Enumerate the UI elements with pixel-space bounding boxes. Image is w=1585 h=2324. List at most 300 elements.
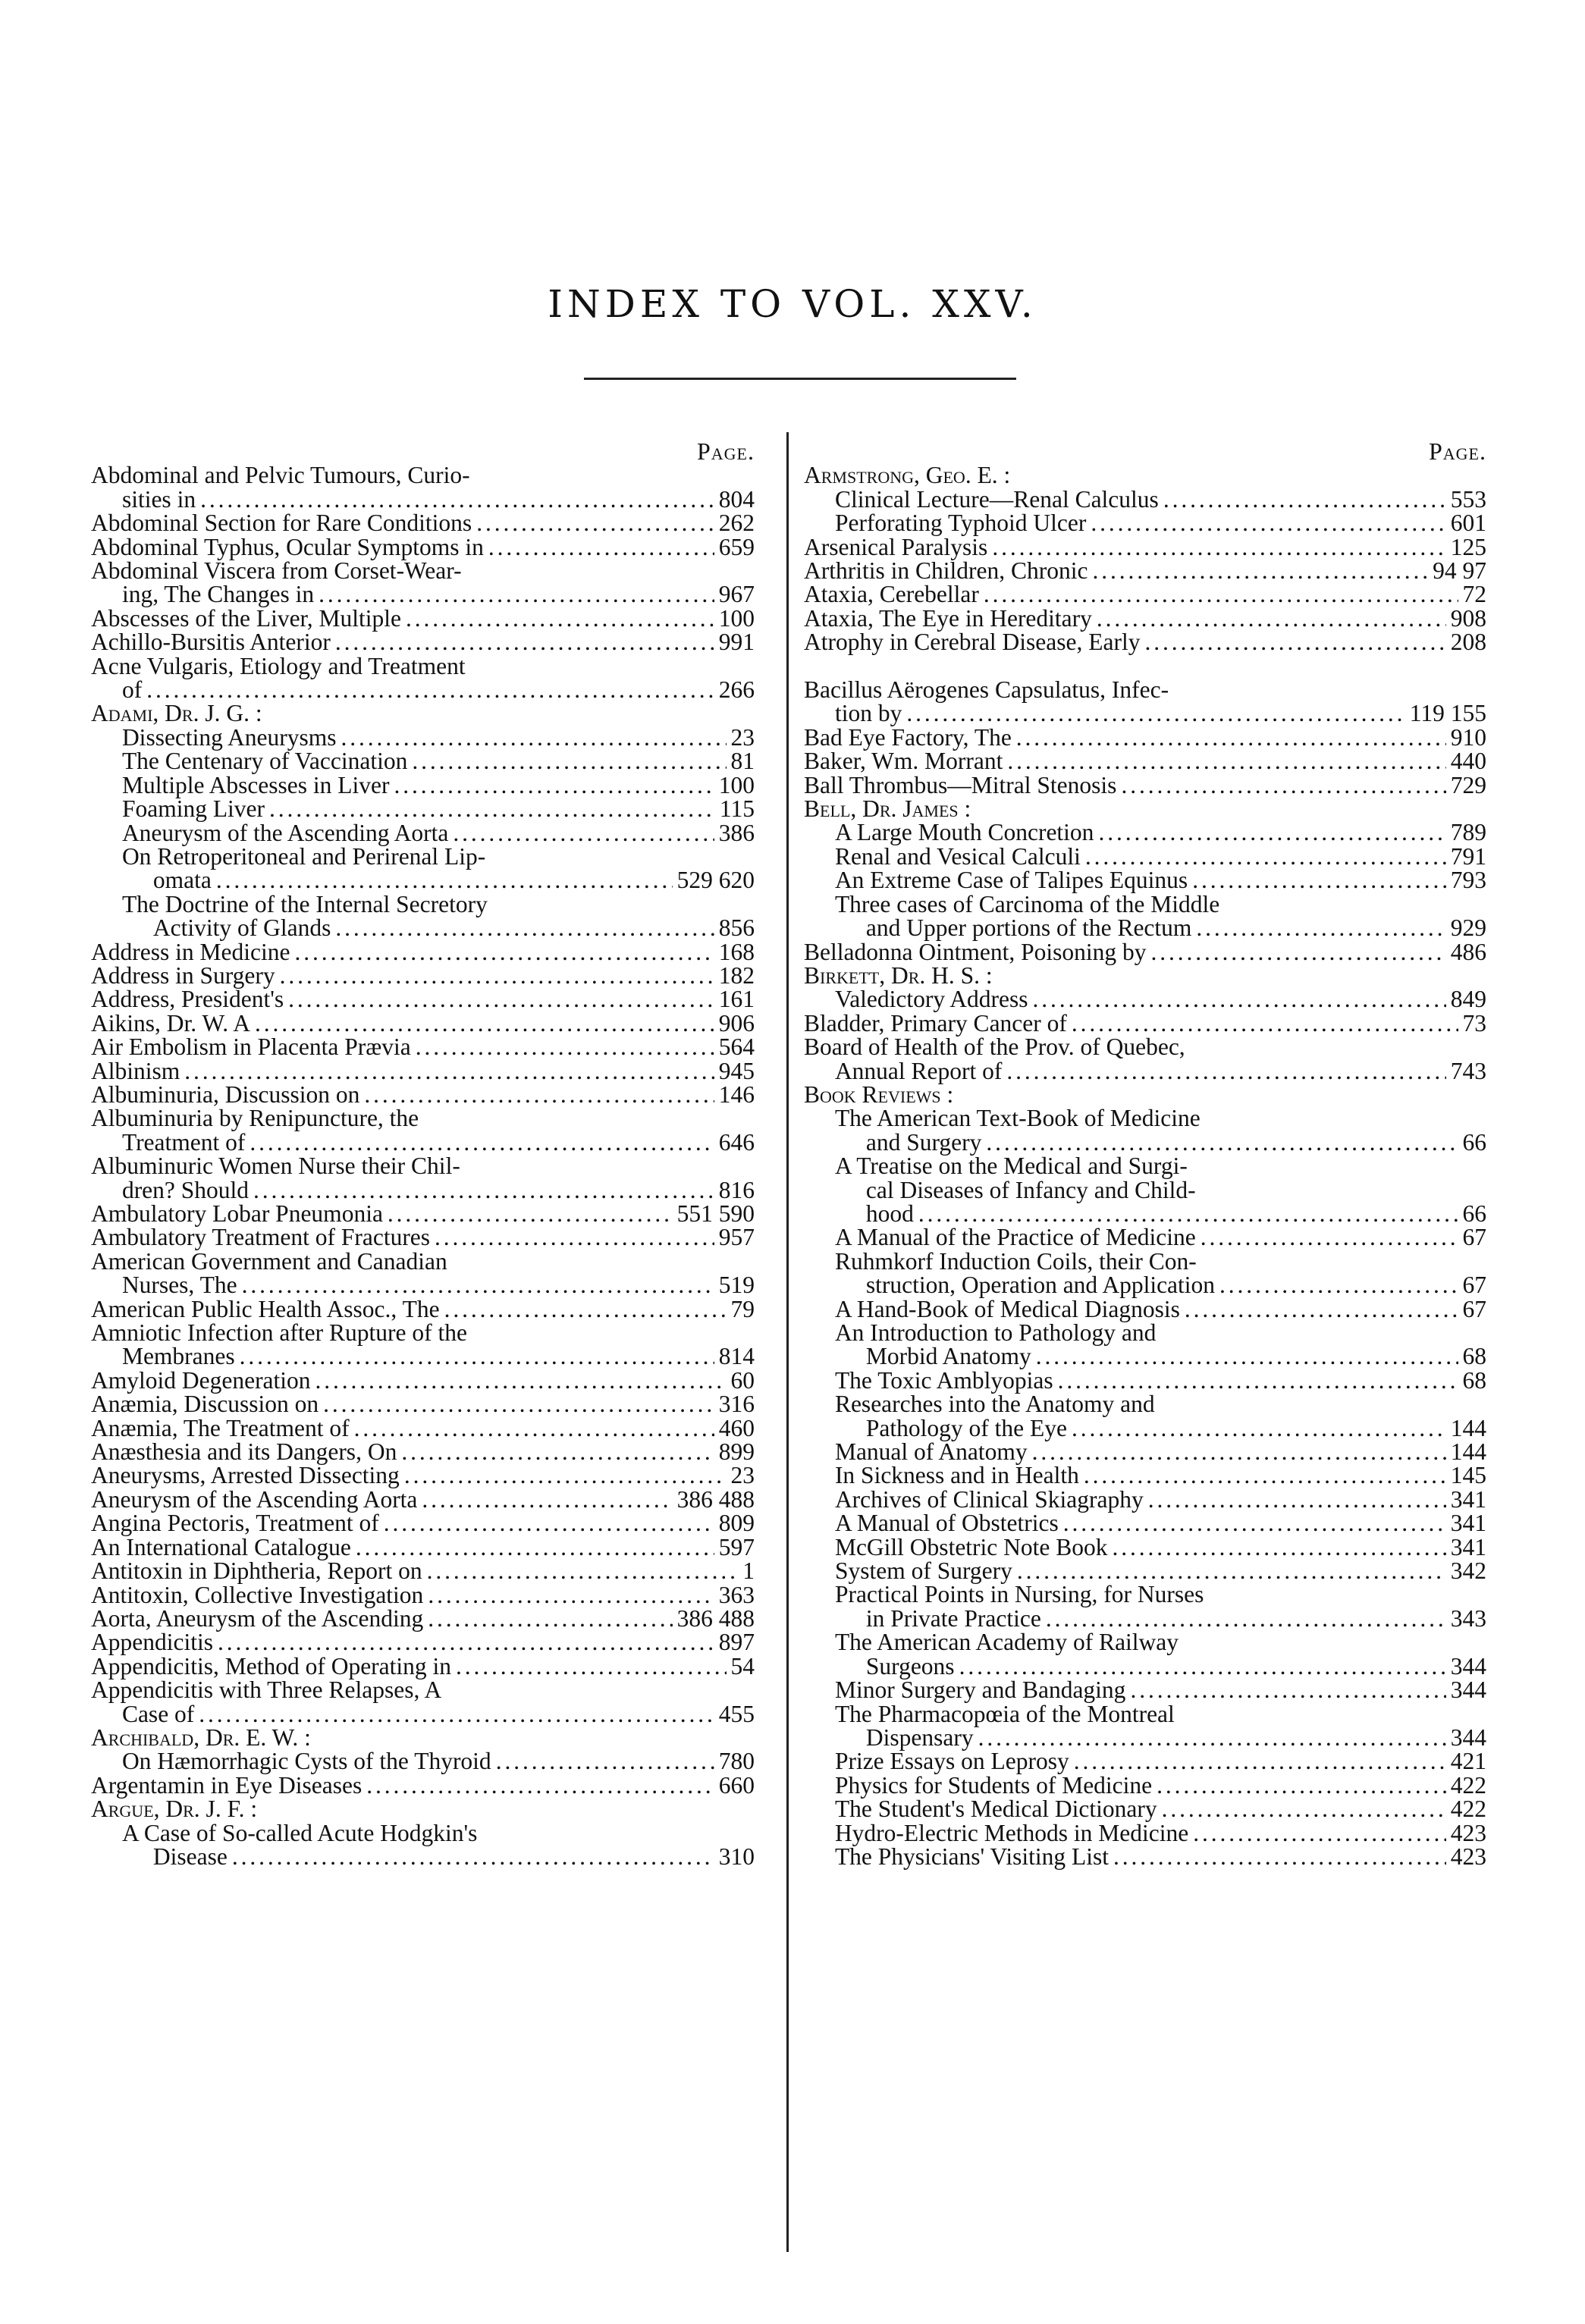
entry-page-number: 119 155 (1409, 700, 1486, 727)
entry-text: Archives of Clinical Skiagraphy (834, 1485, 1144, 1513)
index-entry (91, 749, 755, 773)
index-entry (91, 1845, 755, 1868)
entry-text: Surgeons (865, 1652, 955, 1679)
column-divider (786, 432, 789, 2252)
dot-leader (356, 1535, 714, 1559)
entry-text: Ball Thrombus—Mitral Stenosis (804, 771, 1117, 798)
entry-page-number: 553 (1450, 485, 1486, 513)
index-column-right (804, 440, 1486, 1868)
dot-leader (422, 1488, 672, 1511)
entry-text: The Physicians' Visiting List (834, 1843, 1110, 1870)
dot-leader (1046, 1607, 1446, 1630)
dot-leader (240, 1344, 714, 1368)
entry-text: Abdominal Viscera from Corset-Wear- (91, 557, 462, 585)
index-entry (804, 1676, 1486, 1704)
entry-text: Abscesses of the Liver, Multiple (91, 604, 402, 632)
entry-page-number: 967 (718, 581, 755, 608)
dot-leader (401, 1440, 714, 1463)
index-entry (91, 1202, 755, 1225)
entry-page-number: 422 (1450, 1796, 1486, 1823)
entry-page-number: 386 488 (676, 1604, 755, 1632)
index-entry (804, 1011, 1486, 1035)
index-entry (804, 1297, 1486, 1321)
entry-page-number: 73 (1462, 1009, 1486, 1037)
entry-text: in Private Practice (865, 1604, 1041, 1632)
index-entry (804, 820, 1486, 844)
dot-leader (335, 916, 714, 939)
dot-leader (496, 1749, 714, 1773)
entry-text: Physics for Students of Medicine (834, 1771, 1153, 1799)
dot-leader (1201, 1225, 1458, 1249)
index-entry (804, 1319, 1486, 1347)
entry-text: The Pharmacopœia of the Montreal (834, 1700, 1175, 1727)
index-author-heading (804, 961, 1486, 989)
dot-leader (394, 773, 714, 797)
entry-text: Practical Points in Nursing, for Nurses (834, 1581, 1204, 1608)
dot-leader (1033, 987, 1446, 1011)
index-author-heading (804, 795, 1486, 823)
index-entry (91, 604, 755, 632)
index-entry (91, 1035, 755, 1059)
index-column-left (91, 440, 755, 1868)
index-entries (91, 463, 755, 1868)
index-entry (91, 1247, 755, 1275)
entry-text: Angina Pectoris, Treatment of (91, 1510, 379, 1537)
page-column-header: Page. (1428, 438, 1486, 465)
index-entry (804, 630, 1486, 654)
entry-text: Abdominal Section for Rare Conditions (91, 510, 472, 537)
entry-text: Albuminuria, Discussion on (91, 1080, 360, 1108)
entry-page-number: 564 (718, 1033, 755, 1061)
index-entry (804, 1463, 1486, 1487)
entry-page-number: 957 (718, 1224, 755, 1251)
dot-leader (1121, 773, 1445, 797)
entry-page-number: 519 (718, 1272, 755, 1299)
page-column-header: Page. (696, 438, 755, 465)
index-entry (804, 892, 1486, 916)
entry-text: Arthritis in Children, Chronic (804, 557, 1088, 585)
entry-text: Atrophy in Cerebral Disease, Early (804, 629, 1141, 656)
entry-page-number: 486 (1450, 938, 1486, 965)
dot-leader (323, 1392, 714, 1416)
dot-leader (906, 701, 1405, 725)
entry-text: Treatment of (121, 1128, 246, 1156)
index-entry (804, 868, 1486, 892)
entry-page-number: 743 (1450, 1057, 1486, 1084)
dot-leader (412, 749, 726, 773)
entry-page-number: 659 (718, 533, 755, 560)
index-entry (804, 723, 1486, 751)
dot-leader (1016, 726, 1446, 749)
dot-leader (1130, 1678, 1445, 1701)
index-entry (91, 1463, 755, 1487)
entry-text: Belladonna Ointment, Poisoning by (804, 938, 1147, 965)
entry-page-number: 182 (718, 961, 755, 989)
entry-text: sities in (121, 485, 196, 513)
index-entry (91, 1676, 755, 1704)
entry-page-number: 144 (1450, 1414, 1486, 1441)
index-entry (804, 1178, 1486, 1202)
index-entry (91, 1485, 755, 1513)
entry-text: Book Reviews : (804, 1080, 954, 1108)
entry-text: struction, Operation and Application (865, 1272, 1216, 1299)
dot-leader (986, 1131, 1458, 1154)
entry-page-number: 60 (730, 1366, 755, 1394)
entry-page-number: 341 (1450, 1485, 1486, 1513)
index-entry (91, 868, 755, 892)
entry-text: Air Embolism in Placenta Prævia (91, 1033, 411, 1061)
dot-leader (488, 535, 714, 559)
entry-text: Activity of Glands (152, 914, 331, 942)
entry-text: omata (152, 867, 212, 894)
index-entry (91, 1749, 755, 1773)
entry-text: A Hand-Book of Medical Diagnosis (834, 1295, 1180, 1322)
dot-leader (1148, 1488, 1446, 1511)
index-entry (91, 1771, 755, 1799)
dot-leader (319, 582, 714, 606)
entry-page-number: 115 (719, 795, 755, 823)
entry-text: An Introduction to Pathology and (834, 1319, 1157, 1347)
dot-leader (269, 797, 715, 820)
entry-page-number: 68 (1462, 1366, 1486, 1394)
entry-page-number: 23 (730, 723, 755, 751)
index-entry (91, 557, 755, 585)
dot-leader (1193, 1821, 1446, 1845)
index-entry (91, 1821, 755, 1845)
entry-page-number: 804 (718, 485, 755, 513)
entry-page-number: 991 (718, 629, 755, 656)
index-entry (804, 1366, 1486, 1394)
index-entry (91, 723, 755, 751)
entry-page-number: 910 (1450, 723, 1486, 751)
index-entry (91, 1604, 755, 1632)
dot-leader (199, 1702, 714, 1726)
index-entry (804, 1749, 1486, 1773)
entry-page-number: 310 (718, 1843, 755, 1870)
index-entry (91, 1273, 755, 1297)
index-entry (91, 511, 755, 535)
entry-page-number: 67 (1462, 1224, 1486, 1251)
entry-page-number: 597 (718, 1533, 755, 1560)
index-entry (91, 463, 755, 487)
entry-text: Address, President's (91, 986, 284, 1013)
entry-page-number: 161 (718, 986, 755, 1013)
index-entry (804, 1416, 1486, 1440)
entry-text: Adami, Dr. J. G. : (91, 700, 262, 727)
dot-leader (444, 1297, 727, 1321)
index-author-heading (804, 1080, 1486, 1108)
dot-leader (1063, 1511, 1446, 1535)
index-entry (91, 1106, 755, 1130)
entry-page-number: 342 (1450, 1557, 1486, 1585)
dot-leader (341, 726, 727, 749)
entry-text: Appendicitis with Three Relapses, A (91, 1676, 442, 1704)
entry-text: Antitoxin in Diphtheria, Report on (91, 1557, 422, 1585)
entry-page-number: 440 (1450, 748, 1486, 775)
index-entry (91, 821, 755, 845)
entry-text: Membranes (121, 1343, 235, 1370)
entry-text: Nurses, The (121, 1272, 237, 1299)
entry-text: Annual Report of (834, 1057, 1003, 1084)
index-entry (91, 1128, 755, 1156)
dot-leader (288, 987, 714, 1011)
entry-page-number: 455 (718, 1700, 755, 1727)
dot-leader (959, 1654, 1446, 1678)
dot-leader (1219, 1273, 1458, 1297)
index-entry (91, 582, 755, 606)
title-rule (584, 378, 1016, 380)
index-entry (804, 914, 1486, 942)
index-entry (91, 654, 755, 678)
entry-text: Pathology of the Eye (865, 1414, 1067, 1441)
index-entry (804, 1821, 1486, 1845)
entry-text: Baker, Wm. Morrant (804, 748, 1003, 775)
index-entry (804, 1654, 1486, 1678)
index-entry (804, 1438, 1486, 1466)
entry-page-number: 144 (1450, 1438, 1486, 1466)
index-entry (91, 940, 755, 964)
entry-page-number: 646 (718, 1128, 755, 1156)
entry-page-number: 100 (718, 771, 755, 798)
entry-text: Birkett, Dr. H. S. : (804, 961, 993, 989)
entry-page-number: 67 (1462, 1272, 1486, 1299)
entry-text: Albuminuric Women Nurse their Chil- (91, 1153, 460, 1180)
dot-leader (1085, 845, 1446, 868)
entry-page-number: 660 (718, 1771, 755, 1799)
entry-page-number: 793 (1450, 867, 1486, 894)
entry-page-number: 262 (718, 510, 755, 537)
entry-page-number: 266 (718, 676, 755, 704)
dot-leader (388, 1202, 673, 1225)
entry-text: An Extreme Case of Talipes Equinus (834, 867, 1188, 894)
entry-text: The American Text-Book of Medicine (834, 1105, 1201, 1132)
dot-leader (404, 1463, 727, 1487)
entry-text: Hydro-Electric Methods in Medicine (834, 1819, 1189, 1846)
entry-page-number: 344 (1450, 1723, 1486, 1751)
dot-leader (427, 1559, 739, 1582)
entry-page-number: 551 590 (676, 1200, 755, 1227)
index-entry (804, 940, 1486, 964)
entry-text: Aneurysms, Arrested Dissecting (91, 1462, 400, 1489)
index-entry (91, 773, 755, 797)
entry-text: American Public Health Assoc., The (91, 1295, 440, 1322)
entry-text: Dispensary (865, 1723, 974, 1751)
entry-text: Aneurysm of the Ascending Aorta (121, 819, 449, 846)
index-entry (91, 535, 755, 559)
entry-text: Acne Vulgaris, Etiology and Treatment (91, 652, 466, 679)
entry-page-number: 363 (718, 1581, 755, 1608)
entry-page-number: 789 (1450, 819, 1486, 846)
entry-text: Antitoxin, Collective Investigation (91, 1581, 424, 1608)
index-entry (804, 1845, 1486, 1868)
entry-text: McGill Obstetric Note Book (834, 1533, 1108, 1560)
index-entry (91, 1366, 755, 1394)
index-author-heading (91, 701, 755, 725)
entry-page-number: 423 (1450, 1843, 1486, 1870)
entry-page-number: 601 (1450, 510, 1486, 537)
entry-text: Appendicitis, Method of Operating in (91, 1652, 452, 1679)
dot-leader (335, 630, 714, 654)
index-entry (804, 604, 1486, 632)
entry-text: Anæsthesia and its Dangers, On (91, 1438, 397, 1466)
entry-text: of (121, 676, 143, 704)
index-entry (804, 1485, 1486, 1513)
entry-text: Ambulatory Lobar Pneumonia (91, 1200, 383, 1227)
index-entry (91, 676, 755, 704)
dot-leader (1091, 511, 1445, 535)
entry-text: Bad Eye Factory, The (804, 723, 1012, 751)
index-entry (804, 1630, 1486, 1654)
dot-leader (232, 1845, 714, 1868)
index-entry (804, 676, 1486, 704)
entry-text: Anæmia, Discussion on (91, 1391, 319, 1418)
entry-page-number: 780 (718, 1748, 755, 1775)
entry-page-number: 68 (1462, 1343, 1486, 1370)
entry-text: The Centenary of Vaccination (121, 748, 408, 775)
entry-text: A Large Mouth Concretion (834, 819, 1094, 846)
index-entry (91, 961, 755, 989)
index-entry (804, 1723, 1486, 1751)
index-entry (91, 1011, 755, 1035)
entry-text: Case of (121, 1700, 195, 1727)
entry-text: System of Surgery (834, 1557, 1012, 1585)
entry-text: Aikins, Dr. W. A (91, 1009, 251, 1037)
index-entry (804, 1511, 1486, 1535)
entry-page-number: 856 (718, 914, 755, 942)
dot-leader (453, 821, 714, 845)
entry-page-number: 729 (1450, 771, 1486, 798)
index-entry (804, 1225, 1486, 1249)
index-entry (91, 630, 755, 654)
index-entry (91, 1344, 755, 1368)
entry-page-number: 386 488 (676, 1485, 755, 1513)
dot-leader (1192, 868, 1446, 892)
index-entry (804, 1557, 1486, 1585)
index-author-heading (91, 1797, 755, 1821)
index-entry (804, 535, 1486, 559)
entry-text: Aneurysm of the Ascending Aorta (91, 1485, 418, 1513)
entry-page-number: 849 (1450, 986, 1486, 1013)
dot-leader (1007, 749, 1445, 773)
entry-text: Abdominal and Pelvic Tumours, Curio- (91, 462, 470, 489)
entry-page-number: 791 (1450, 842, 1486, 870)
dot-leader (366, 1774, 714, 1797)
index-entry (804, 1273, 1486, 1297)
entry-page-number: 908 (1450, 604, 1486, 632)
entry-page-number: 1 (742, 1557, 755, 1585)
entry-text: The American Academy of Railway (834, 1629, 1179, 1656)
entry-text: A Manual of the Practice of Medicine (834, 1224, 1196, 1251)
index-entry (91, 987, 755, 1011)
entry-page-number: 423 (1450, 1819, 1486, 1846)
entry-text: Renal and Vesical Calculi (834, 842, 1081, 870)
dot-leader (384, 1511, 714, 1535)
entry-page-number: 344 (1450, 1652, 1486, 1679)
index-entry (804, 582, 1486, 606)
entry-text: Dissecting Aneurysms (121, 723, 337, 751)
entry-text: Appendicitis (91, 1629, 213, 1656)
dot-leader (1157, 1774, 1446, 1797)
entry-text: Valedictory Address (834, 986, 1028, 1013)
entry-text: A Case of So-called Acute Hodgkin's (121, 1819, 478, 1846)
entry-page-number: 344 (1450, 1676, 1486, 1704)
index-entry (804, 1535, 1486, 1559)
entry-page-number: 906 (718, 1009, 755, 1037)
entry-text: Ataxia, The Eye in Hereditary (804, 604, 1092, 632)
entry-page-number: 341 (1450, 1510, 1486, 1537)
entry-text: Bell, Dr. James : (804, 795, 971, 823)
entry-text: Amniotic Infection after Rupture of the (91, 1319, 467, 1347)
index-entry (91, 1511, 755, 1535)
index-entry (91, 1392, 755, 1416)
entry-page-number: 945 (718, 1057, 755, 1084)
entry-text: Three cases of Carcinoma of the Middle (834, 890, 1220, 917)
index-entries (804, 463, 1486, 1868)
dot-leader (315, 1369, 727, 1392)
dot-leader (476, 511, 714, 535)
index-entry (804, 701, 1486, 725)
entry-page-number: 386 (718, 819, 755, 846)
entry-text: Morbid Anatomy (865, 1343, 1031, 1370)
index-entry (804, 557, 1486, 585)
entry-page-number: 54 (730, 1652, 755, 1679)
entry-text: Archibald, Dr. E. W. : (91, 1723, 311, 1751)
entry-text: Disease (152, 1843, 228, 1870)
dot-leader (364, 1083, 714, 1106)
index-entry (804, 1604, 1486, 1632)
dot-leader (428, 1607, 672, 1630)
dot-leader (1150, 940, 1445, 964)
page-title: INDEX TO VOL. XXV. (548, 282, 1037, 326)
dot-leader (1113, 1845, 1446, 1868)
entry-text: Ruhmkorf Induction Coils, their Con- (834, 1247, 1197, 1275)
index-entry (91, 1297, 755, 1321)
entry-text: American Government and Canadian (91, 1247, 447, 1275)
entry-text: dren? Should (121, 1176, 250, 1203)
entry-text: hood (865, 1200, 914, 1227)
entry-page-number: 66 (1462, 1128, 1486, 1156)
dot-leader (416, 1035, 714, 1059)
dot-leader (428, 1583, 714, 1607)
dot-leader (1072, 1416, 1446, 1440)
dot-leader (1097, 607, 1446, 630)
dot-leader (1144, 630, 1445, 654)
index-entry (91, 1154, 755, 1178)
index-entry (804, 1582, 1486, 1606)
entry-text: Multiple Abscesses in Liver (121, 771, 390, 798)
entry-page-number: 146 (718, 1080, 755, 1108)
entry-text: Minor Surgery and Bandaging (834, 1676, 1126, 1704)
entry-page-number: 125 (1450, 533, 1486, 560)
dot-leader (1196, 916, 1445, 939)
dot-leader (1185, 1297, 1458, 1321)
index-entry (804, 1702, 1486, 1726)
entry-text: Prize Essays on Leprosy (834, 1748, 1069, 1775)
index-entry (91, 1630, 755, 1654)
index-entry (804, 1344, 1486, 1368)
index-entry (91, 1438, 755, 1466)
entry-text: A Manual of Obstetrics (834, 1510, 1059, 1537)
entry-text: Aorta, Aneurysm of the Ascending (91, 1604, 424, 1632)
entry-text: In Sickness and in Health (834, 1462, 1079, 1489)
entry-spacer (804, 654, 1486, 678)
index-entry (804, 1106, 1486, 1130)
index-entry (91, 914, 755, 942)
dot-leader (1113, 1535, 1446, 1559)
dot-leader (435, 1225, 714, 1249)
entry-text: Address in Medicine (91, 938, 290, 965)
entry-text: The Toxic Amblyopias (834, 1366, 1053, 1394)
